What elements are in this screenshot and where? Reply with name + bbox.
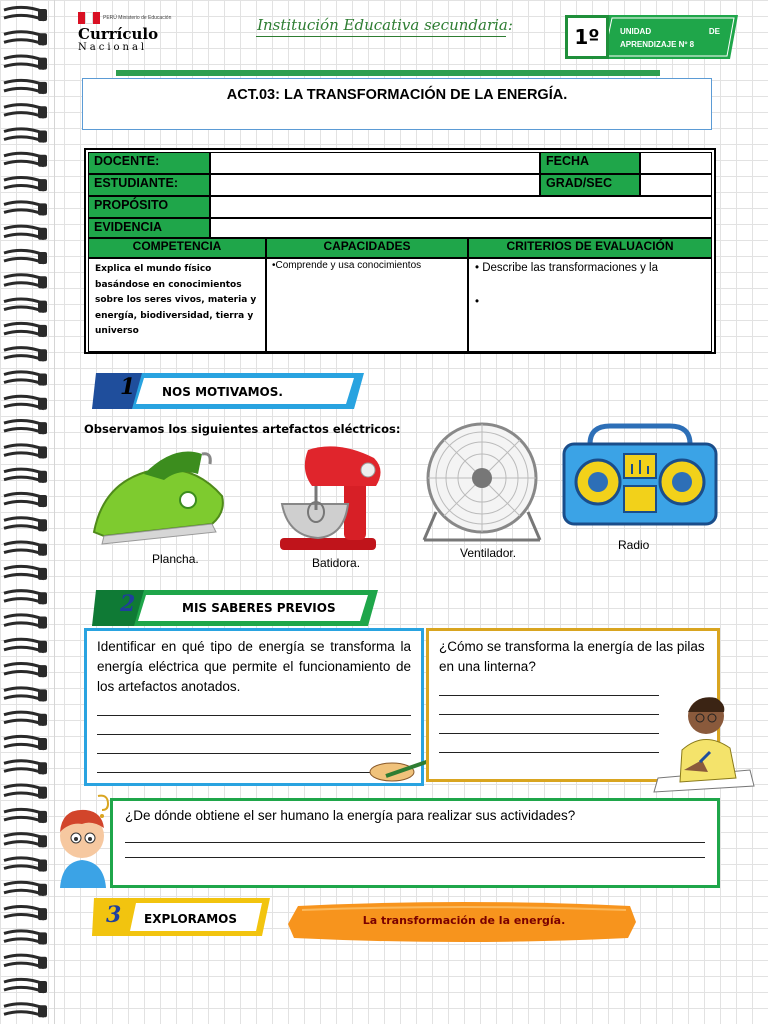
spiral-ring bbox=[4, 493, 47, 507]
section-3-banner bbox=[92, 894, 270, 940]
spiral-ring bbox=[4, 591, 47, 605]
spiral-ring bbox=[4, 615, 47, 629]
spiral-ring bbox=[4, 639, 47, 653]
criterios-cell bbox=[468, 258, 712, 352]
spiral-ring bbox=[4, 518, 47, 532]
spiral-ring bbox=[4, 931, 47, 945]
artifact-caption-plancha: Plancha. bbox=[152, 552, 199, 566]
radio-icon bbox=[560, 420, 720, 530]
section-2-label: MIS SABERES PREVIOS bbox=[182, 601, 336, 615]
logo-subtitle: Nacional bbox=[78, 42, 148, 53]
question-2-text: ¿Cómo se transforma la energía de las pilas en una linterna? bbox=[439, 639, 705, 674]
fan-icon bbox=[416, 420, 548, 544]
grade-badge: 1º bbox=[565, 15, 609, 59]
docente-field[interactable] bbox=[210, 152, 540, 174]
spiral-ring bbox=[4, 153, 47, 167]
proposito-field[interactable] bbox=[210, 196, 712, 218]
answer-line[interactable] bbox=[439, 752, 659, 753]
school-name: Institución Educativa secundaria: bbox=[257, 16, 513, 34]
capacidades-header: CAPACIDADES bbox=[266, 238, 468, 258]
spiral-ring bbox=[4, 7, 47, 21]
spiral-ring bbox=[4, 178, 47, 192]
header-bar bbox=[116, 70, 660, 76]
spiral-ring bbox=[4, 664, 47, 678]
spiral-ring bbox=[4, 469, 47, 483]
spiral-ring bbox=[4, 105, 47, 119]
answer-line[interactable] bbox=[125, 842, 705, 843]
spiral-ring bbox=[4, 445, 47, 459]
docente-label: DOCENTE: bbox=[88, 152, 210, 174]
artifact-caption-ventilador: Ventilador. bbox=[460, 546, 517, 560]
section-3-number: 3 bbox=[106, 902, 122, 928]
spiral-ring bbox=[4, 542, 47, 556]
grad-sec-label: GRAD/SEC bbox=[540, 174, 640, 196]
artifact-caption-batidora: Batidora. bbox=[312, 556, 361, 570]
iron-icon bbox=[84, 440, 234, 550]
unit-label bbox=[600, 15, 738, 59]
estudiante-field[interactable] bbox=[210, 174, 540, 196]
fecha-field[interactable] bbox=[640, 152, 712, 174]
answer-line[interactable] bbox=[97, 772, 411, 773]
peru-flag-icon bbox=[78, 12, 100, 24]
answer-line[interactable] bbox=[439, 714, 659, 715]
criterios-header: CRITERIOS DE EVALUACIÓN bbox=[468, 238, 712, 258]
activity-info-table bbox=[84, 148, 716, 354]
observe-text: Observamos los siguientes artefactos eléctricos: bbox=[84, 422, 401, 436]
evidencia-field[interactable] bbox=[210, 218, 712, 238]
fecha-label: FECHA bbox=[540, 152, 640, 174]
spiral-ring bbox=[4, 202, 47, 216]
spiral-ring bbox=[4, 80, 47, 94]
spiral-ring bbox=[4, 323, 47, 337]
spiral-ring bbox=[4, 299, 47, 313]
spiral-ring bbox=[4, 372, 47, 386]
spiral-ring bbox=[4, 979, 47, 993]
competencia-header: COMPETENCIA bbox=[88, 238, 266, 258]
logo-ministry: PERÚ Ministerio de Educación bbox=[103, 15, 172, 21]
section-3-label: EXPLORAMOS bbox=[144, 912, 237, 926]
spiral-ring bbox=[4, 785, 47, 799]
unit-line1-right: DE bbox=[708, 27, 720, 36]
answer-line[interactable] bbox=[97, 734, 411, 735]
spiral-ring bbox=[4, 761, 47, 775]
answer-line[interactable] bbox=[439, 695, 659, 696]
spiral-ring bbox=[4, 56, 47, 70]
grad-sec-field[interactable] bbox=[640, 174, 712, 196]
spiral-ring bbox=[4, 955, 47, 969]
student-writing-icon bbox=[650, 690, 760, 794]
spiral-ring bbox=[4, 250, 47, 264]
spiral-ring bbox=[4, 736, 47, 750]
artifact-caption-radio: Radio bbox=[618, 538, 650, 552]
proposito-label: PROPÓSITO bbox=[88, 196, 210, 218]
spiral-ring bbox=[4, 226, 47, 240]
spiral-ring bbox=[4, 858, 47, 872]
spiral-ring bbox=[4, 882, 47, 896]
mixer-icon bbox=[268, 440, 388, 554]
section-1-banner bbox=[92, 370, 364, 412]
spiral-ring bbox=[4, 566, 47, 580]
answer-line[interactable] bbox=[97, 753, 411, 754]
spiral-ring bbox=[4, 1004, 47, 1018]
spiral-ring bbox=[4, 421, 47, 435]
section-2-number: 2 bbox=[120, 591, 136, 617]
spiral-ring bbox=[4, 129, 47, 143]
spiral-ring bbox=[4, 275, 47, 289]
answer-line[interactable] bbox=[125, 857, 705, 858]
logo-title: Currículo bbox=[78, 25, 159, 43]
spiral-ring bbox=[4, 688, 47, 702]
topic-text: La transformación de la energía. bbox=[362, 914, 566, 927]
capacidades-text: •Comprende y usa conocimientos bbox=[266, 258, 468, 352]
estudiante-label: ESTUDIANTE: bbox=[88, 174, 210, 196]
criterio-2: • bbox=[475, 296, 480, 308]
title-box bbox=[82, 78, 712, 130]
spiral-ring bbox=[4, 396, 47, 410]
unit-line2: APRENDIZAJE Nº 8 bbox=[620, 40, 695, 49]
topic-banner-label bbox=[288, 902, 640, 942]
curriculo-nacional-logo bbox=[78, 12, 176, 56]
spiral-ring bbox=[4, 712, 47, 726]
section-1-number: 1 bbox=[120, 374, 136, 400]
school-underline bbox=[256, 36, 506, 37]
page-title: ACT.03: LA TRANSFORMACIÓN DE LA ENERGÍA. bbox=[226, 87, 568, 103]
answer-line[interactable] bbox=[439, 733, 659, 734]
spiral-ring bbox=[4, 348, 47, 362]
spiral-binding bbox=[0, 0, 54, 1024]
criterio-1: • Describe las transformaciones y la bbox=[475, 262, 658, 274]
evidencia-label: EVIDENCIA bbox=[88, 218, 210, 238]
unit-line1-left: UNIDAD bbox=[620, 27, 652, 36]
question-3-box bbox=[110, 798, 720, 888]
spiral-ring bbox=[4, 834, 47, 848]
spiral-ring bbox=[4, 907, 47, 921]
spiral-ring bbox=[4, 32, 47, 46]
section-1-label: NOS MOTIVAMOS. bbox=[162, 385, 283, 399]
answer-line[interactable] bbox=[97, 715, 411, 716]
question-1-text: Identificar en qué tipo de energía se transforma la energía eléctrica que permite el funcionamiento de los artefactos anotados. bbox=[97, 639, 411, 694]
thinking-boy-icon bbox=[52, 792, 118, 888]
spiral-ring bbox=[4, 809, 47, 823]
competencia-text: Explica el mundo físico basándose en conocimientos sobre los seres vivos, materia y energía, biodiversidad, tierra y universo bbox=[88, 258, 266, 352]
section-2-banner bbox=[92, 588, 378, 628]
question-3-text: ¿De dónde obtiene el ser humano la energía para realizar sus actividades? bbox=[125, 808, 576, 823]
